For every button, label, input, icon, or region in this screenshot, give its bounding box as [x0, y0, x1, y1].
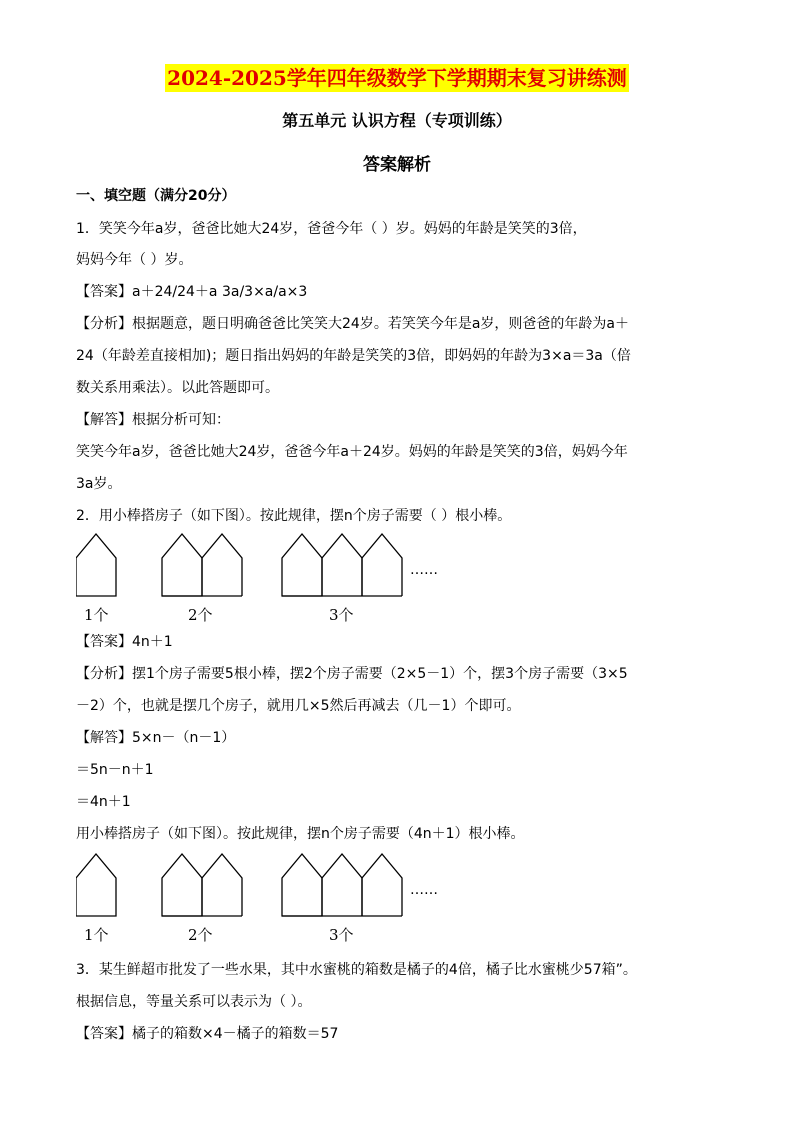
q2-analysis-line1: 【分析】摆1个房子需要5根小棒，摆2个房子需要（2×5－1）个，摆3个房子需要（3×5	[76, 666, 628, 682]
figure-label-1-repeat: 1个	[84, 926, 109, 944]
q1-solution-line1: 笑笑今年a岁，爸爸比她大24岁，爸爸今年a＋24岁。妈妈的年龄是笑笑的3倍，妈妈今年	[76, 444, 628, 460]
figure-ellipsis-repeat: ……	[410, 882, 438, 898]
figure-label-3: 3个	[329, 606, 354, 624]
q2-analysis-line2: －2）个，也就是摆几个房子，就用几×5然后再减去（几－1）个即可。	[76, 698, 521, 714]
document-title: 2024-2025学年四年级数学下学期期末复习讲练测	[167, 66, 627, 90]
document-subtitle: 第五单元 认识方程（专项训练）	[282, 111, 512, 130]
q1-analysis-line3: 数关系用乘法）。以此答题即可。	[76, 380, 279, 396]
houses-figure-2	[76, 848, 496, 944]
q2-text-line1: 2．用小棒搭房子（如下图）。按此规律，摆n个房子需要（ ）根小棒。	[76, 508, 512, 524]
houses-figure-1	[76, 528, 496, 624]
figure-label-2: 2个	[188, 606, 213, 624]
q1-solution-line2: 3a岁。	[76, 476, 122, 492]
answer-heading: 答案解析	[363, 155, 431, 175]
q1-analysis-line2: 24（年龄差直接相加)；题日指出妈妈的年龄是笑笑的3倍，即妈妈的年龄为3×a＝3a（倍	[76, 348, 631, 364]
section-heading: 一、填空题（满分20分）	[76, 188, 236, 204]
q3-text-line1: 3．某生鲜超市批发了一些水果，其中水蜜桃的箱数是橘子的4倍，橘子比水蜜桃少57箱”。	[76, 962, 637, 978]
q2-conclusion: 用小棒搭房子（如下图）。按此规律，摆n个房子需要（4n＋1）根小棒。	[76, 826, 525, 842]
q1-text-line1: 1．笑笑今年a岁，爸爸比她大24岁，爸爸今年（ ）岁。妈妈的年龄是笑笑的3倍，	[76, 221, 587, 237]
q2-solution-line2: ＝5n－n＋1	[76, 762, 154, 778]
figure-label-2-repeat: 2个	[188, 926, 213, 944]
q1-analysis-line1: 【分析】根据题意，题日明确爸爸比笑笑大24岁。若笑笑今年是a岁，则爸爸的年龄为a＋	[76, 316, 629, 332]
q3-answer: 【答案】橘子的箱数×4－橘子的箱数＝57	[76, 1026, 339, 1042]
figure-label-1: 1个	[84, 606, 109, 624]
q1-answer: 【答案】a＋24/24＋a 3a/3×a/a×3	[76, 284, 308, 300]
q1-solution-label: 【解答】根据分析可知：	[76, 412, 230, 428]
q2-solution-line1: 【解答】5×n－（n－1）	[76, 730, 236, 746]
q1-text-line2: 妈妈今年（ ）岁。	[76, 252, 193, 268]
figure-label-3-repeat: 3个	[329, 926, 354, 944]
title-container	[0, 64, 794, 92]
q2-solution-line3: ＝4n＋1	[76, 794, 131, 810]
q2-answer: 【答案】4n＋1	[76, 634, 173, 650]
figure-ellipsis: ……	[410, 562, 438, 578]
q3-text-line2: 根据信息，等量关系可以表示为（ ）。	[76, 994, 312, 1010]
